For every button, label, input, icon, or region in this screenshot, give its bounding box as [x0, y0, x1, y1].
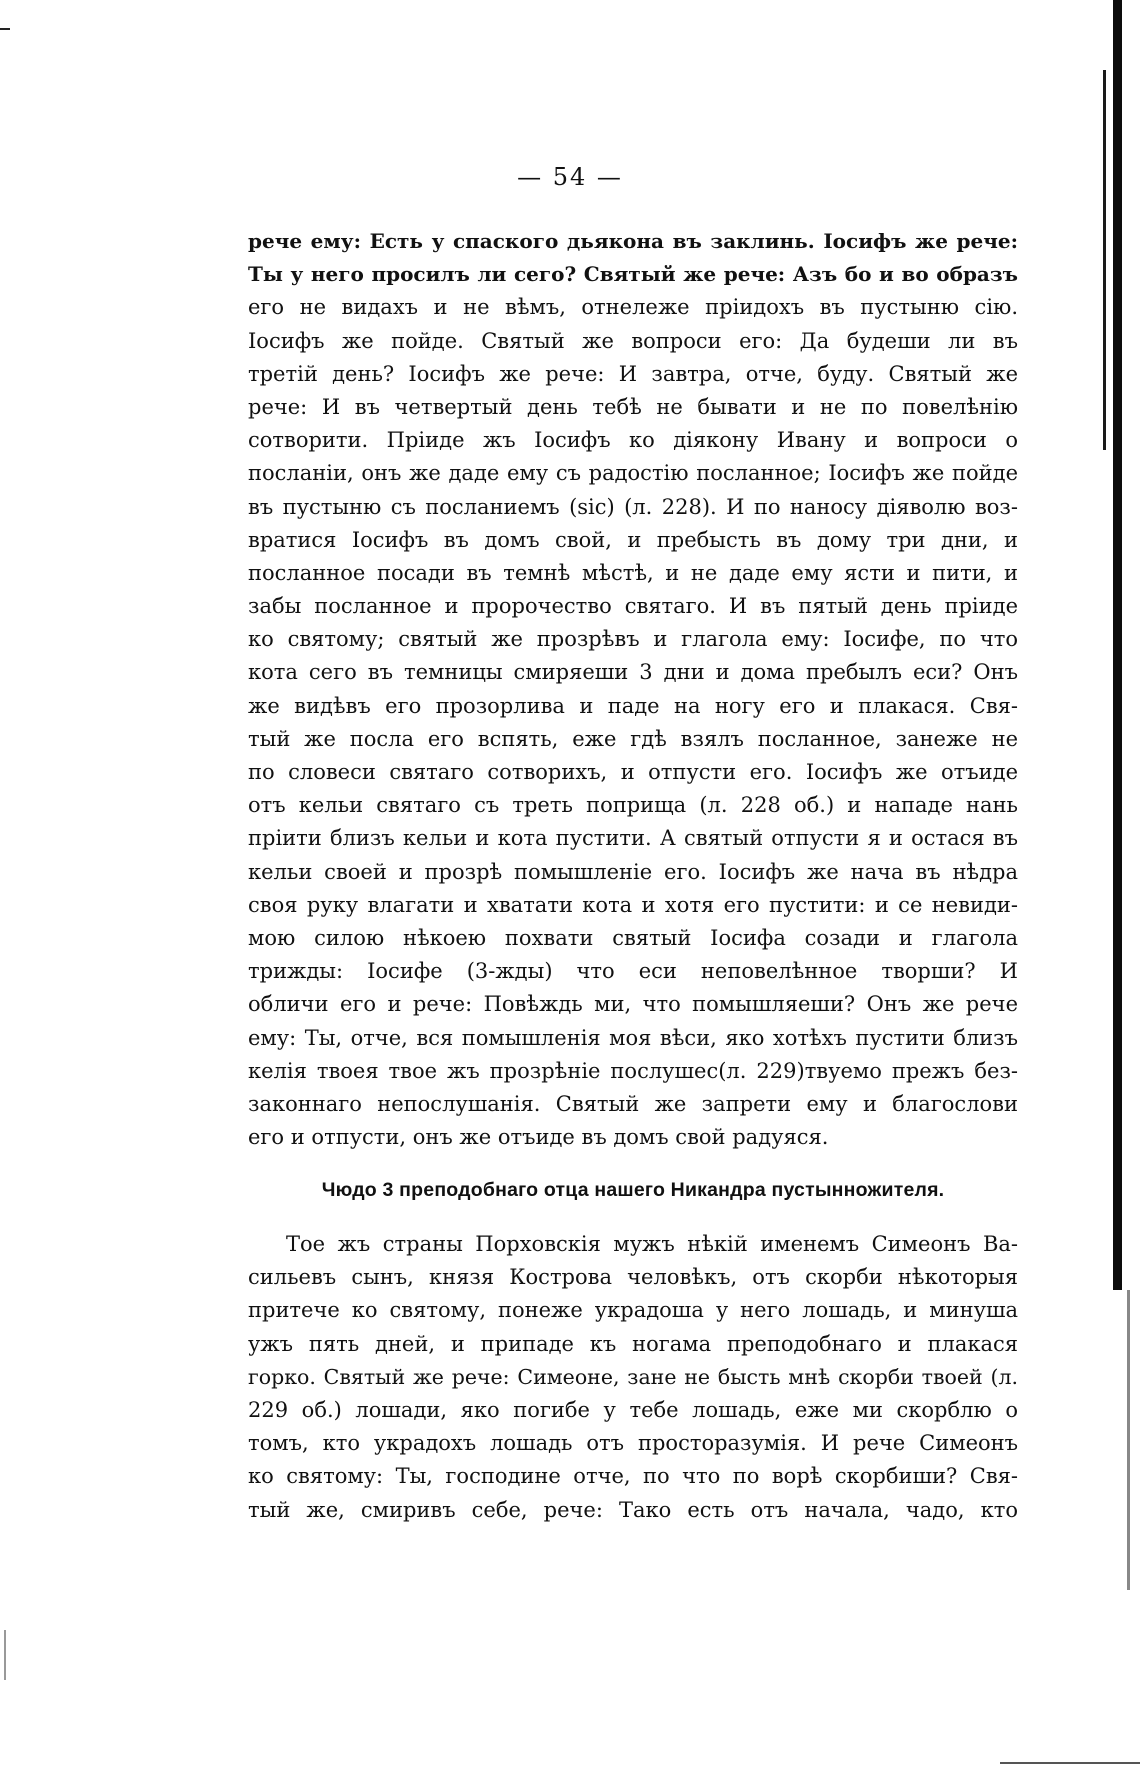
text-line: третій день? Іосифъ же рече: И завтра, отче, буду. Святый же: [248, 361, 1018, 386]
text-line: посланное посади въ темнѣ мѣстѣ, и не даде ему ясти и пити, и: [248, 560, 1018, 585]
text-line: кельи своей и прозрѣ помышленіе его. Іосифъ же нача въ нѣдра: [248, 859, 1018, 884]
scan-binding-line: [1103, 70, 1106, 450]
text-line: рече: И въ четвертый день тебѣ не бывати и не по повелѣнію: [248, 394, 1018, 419]
text-line: рече ему: Есть у спаского дьякона въ заклинь. Іосифъ же рече:: [248, 229, 1018, 253]
scan-edge-line: [1127, 1290, 1130, 1590]
text-line: горко. Святый же рече: Симеоне, зане не бысть мнѣ скорби твоей (л.: [248, 1364, 1018, 1389]
text-line: тый же, смиривъ себе, рече: Тако есть отъ начала, чадо, кто: [248, 1497, 1018, 1522]
text-line: сотворити. Пріиде жъ Іосифъ ко діякону Ивану и вопроси о: [248, 428, 1018, 453]
text-line: пріити близъ кельи и кота пустити. А святый отпусти я и остася въ: [248, 826, 1018, 851]
scan-left-tick: [4, 1630, 6, 1680]
text-line: ко святому; святый же прозрѣвъ и глагола ему: Іосифе, по что: [248, 627, 1018, 652]
text-line: Тое жъ страны Порховскія мужъ нѣкій именемъ Симеонъ Ва-: [286, 1232, 1018, 1256]
text-line: его не видахъ и не вѣмъ, отнележе пріидохъ въ пустыню сію.: [248, 295, 1018, 320]
text-line: его и отпусти, онъ же отъиде въ домъ свой радуяся.: [248, 1125, 829, 1150]
text-line: по словеси святаго сотворихъ, и отпусти его. Іосифъ же отъиде: [248, 760, 1018, 784]
text-line: отъ кельи святаго съ треть поприща (л. 228 об.) и нападе нань: [248, 793, 1018, 818]
text-line: 229 об.) лошади, яко погибе у тебе лошадь, еже ми скорблю о: [248, 1397, 1018, 1422]
text-line: томъ, кто украдохъ лошадь отъ просторазумія. И рече Симеонъ: [248, 1431, 1018, 1456]
paragraph-1: [248, 225, 1018, 1154]
text-line: же видѣвъ его прозорлива и паде на ногу его и плакася. Свя-: [248, 693, 1018, 718]
text-line: притече ко святому, понеже украдоша у него лошадь, и минуша: [248, 1298, 1018, 1323]
scan-edge-mark: [0, 28, 10, 30]
text-line: сильевъ сынъ, князя Кострова человѣкъ, отъ скорби нѣкоторыя: [248, 1265, 1018, 1290]
text-line: законнаго непослушанія. Святый же запрети ему и благослови: [248, 1091, 1018, 1116]
text-line: вратися Іосифъ въ домъ свой, и пребысть въ дому три дни, и: [248, 527, 1018, 552]
text-line: ему: Ты, отче, вся помышленія моя вѣси, яко хотѣхъ пустити близъ: [248, 1025, 1018, 1050]
text-line: Ты у него просилъ ли сего? Святый же рече: Азъ бо и во образъ: [248, 262, 1018, 287]
text-line: своя руку влагати и хватати кота и хотя его пустити: и се невиди-: [248, 892, 1018, 917]
scan-binding-shadow: [1113, 0, 1122, 1290]
text-line: ужъ пять дней, и припаде къ ногама преподобнаго и плакася: [248, 1331, 1018, 1356]
text-line: мою силою нѣкоею похвати святый Іосифа созади и глагола: [248, 925, 1018, 950]
scan-bottom-line: [1000, 1762, 1140, 1764]
text-line: трижды: Іосифе (3-жды) что еси неповелѣнное творши? И: [248, 959, 1018, 984]
section-heading: Чюдо 3 преподобнаго отца нашего Никандра пустынножителя.: [321, 1179, 945, 1201]
text-line: ко святому: Ты, господине отче, по что по ворѣ скорбиши? Свя-: [248, 1464, 1018, 1489]
text-line: Іосифъ же пойде. Святый же вопроси его: Да будеши ли въ: [248, 328, 1018, 353]
text-line: кота сего въ темницы смиряеши 3 дни и дома пребылъ еси? Онъ: [248, 660, 1018, 685]
text-line: посланіи, онъ же даде ему съ радостію посланное; Іосифъ же пойде: [248, 461, 1018, 486]
text-line: забы посланное и пророчество святаго. И въ пятый день пріиде: [248, 594, 1018, 619]
text-line: тый же посла его вспять, еже гдѣ взялъ посланное, занеже не: [248, 726, 1018, 751]
paragraph-2: [248, 1228, 1018, 1527]
text-line: келія твоея твое жъ прозрѣніе послушес(л. 229)твуемо прежъ без-: [248, 1058, 1018, 1083]
text-line: въ пустыню съ посланиемъ (sic) (л. 228). И по наносу діяволю воз-: [248, 494, 1018, 519]
text-line: обличи его и рече: Повѣждь ми, что помышляеши? Онъ же рече: [248, 992, 1018, 1017]
page-number: — 54 —: [517, 163, 623, 191]
